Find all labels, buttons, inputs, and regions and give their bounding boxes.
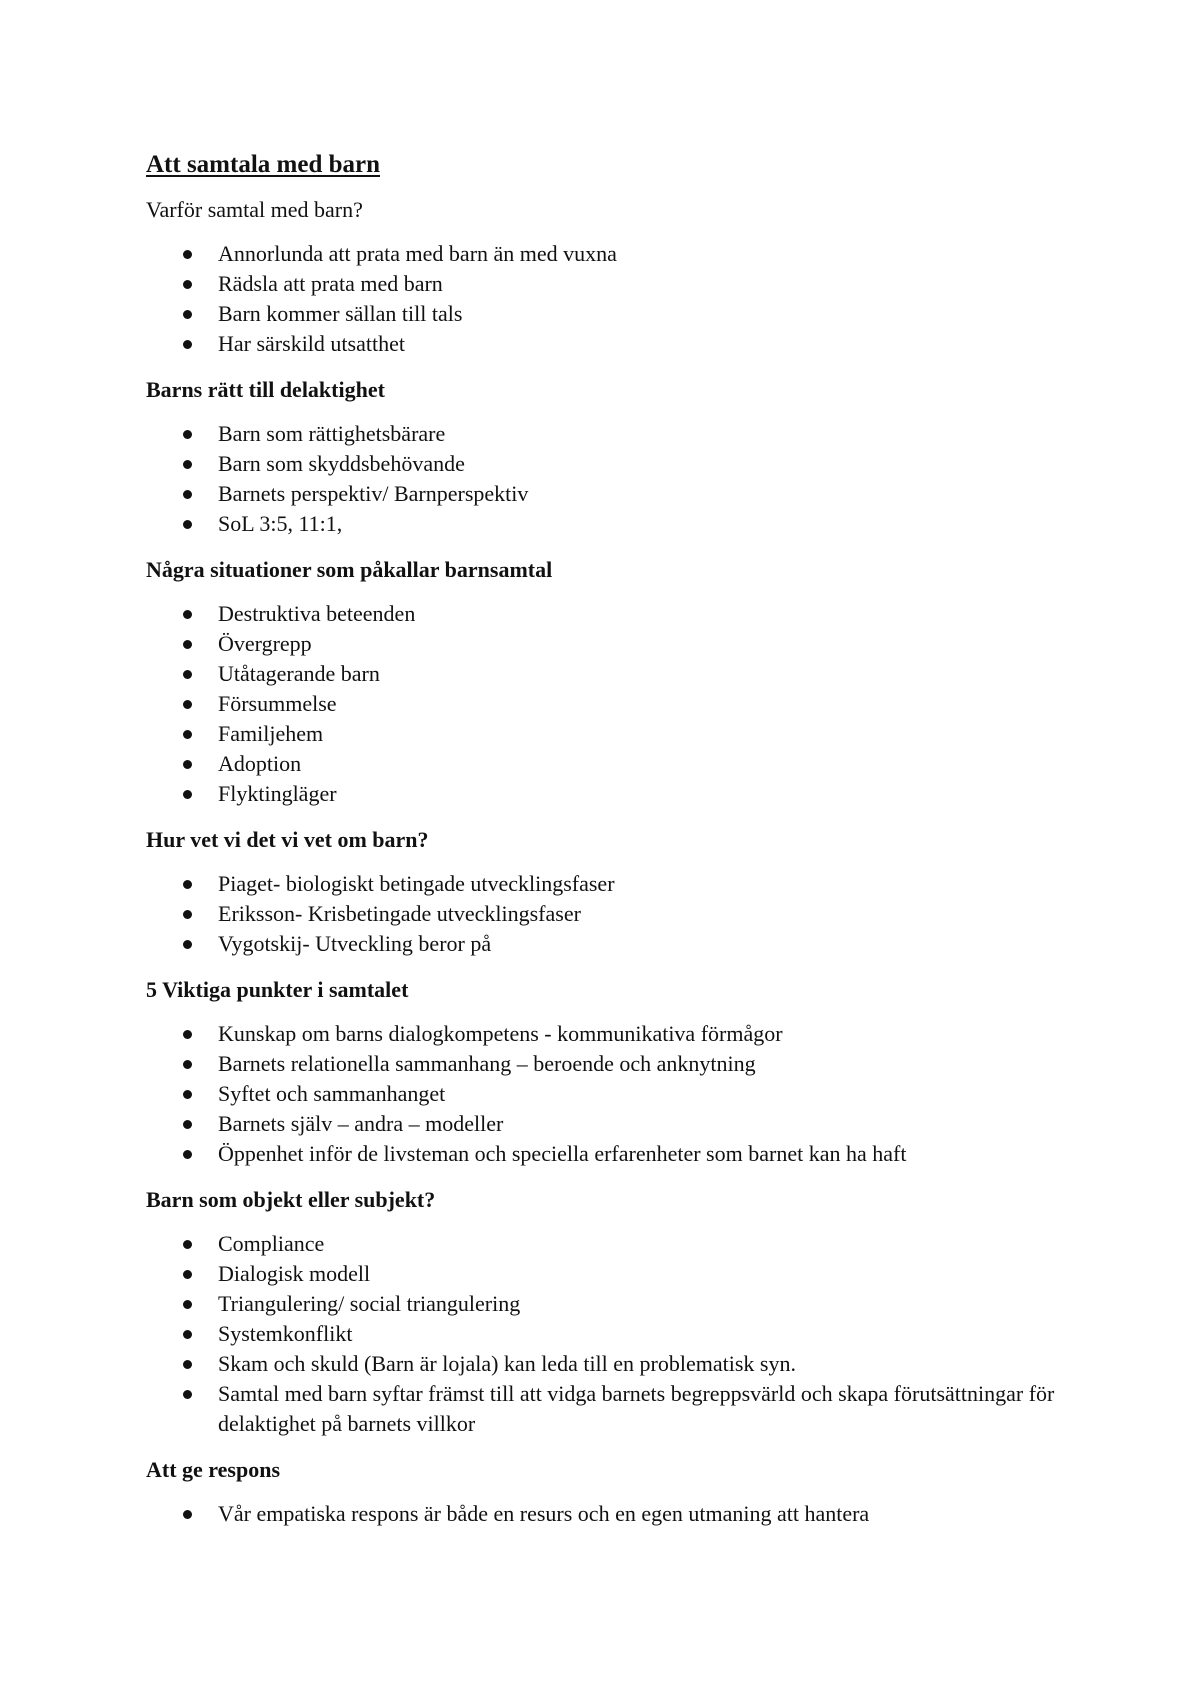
bullet-icon xyxy=(183,700,192,709)
list-item xyxy=(146,269,1106,299)
bullet-icon xyxy=(183,1030,192,1039)
list-item xyxy=(146,419,1106,449)
list-item xyxy=(146,629,1106,659)
bullet-icon xyxy=(183,1120,192,1129)
list-item xyxy=(146,659,1106,689)
list-item-text: Öppenhet inför de livsteman och speciella erfarenheter som barnet kan ha haft xyxy=(218,1141,907,1166)
section-heading: Hur vet vi det vi vet om barn? xyxy=(146,827,429,852)
bullet-icon xyxy=(183,280,192,289)
list-item-text: Annorlunda att prata med barn än med vuxna xyxy=(218,241,617,266)
list-item xyxy=(146,299,1106,329)
bullet-icon xyxy=(183,1390,192,1399)
bullet-icon xyxy=(183,520,192,529)
list-item xyxy=(146,239,1106,269)
list-item xyxy=(146,509,1106,539)
list-item-text: Familjehem xyxy=(218,721,324,746)
list-item-text: Syftet och sammanhanget xyxy=(218,1081,446,1106)
section-bullet-list xyxy=(146,419,1106,539)
list-item-text: Utåtagerande barn xyxy=(218,661,380,686)
list-item-text: Triangulering/ social triangulering xyxy=(218,1291,521,1316)
section-heading: Barns rätt till delaktighet xyxy=(146,377,385,402)
list-item xyxy=(146,1229,1106,1259)
list-item-text: Systemkonflikt xyxy=(218,1321,353,1346)
document-page xyxy=(146,145,1106,1529)
list-item xyxy=(146,1289,1106,1319)
bullet-icon xyxy=(183,1330,192,1339)
list-item-text: Har särskild utsatthet xyxy=(218,331,405,356)
list-item-text: Samtal med barn syftar främst till att vidga barnets begreppsvärld och skapa förutsättningar för delaktighet på barnets villkor xyxy=(218,1381,1055,1436)
list-item xyxy=(146,899,1106,929)
bullet-icon xyxy=(183,1300,192,1309)
list-item xyxy=(146,1049,1106,1079)
section-heading: 5 Viktiga punkter i samtalet xyxy=(146,977,409,1002)
bullet-icon xyxy=(183,1510,192,1519)
list-item xyxy=(146,449,1106,479)
list-item xyxy=(146,1019,1106,1049)
list-item-text: Barnets perspektiv/ Barnperspektiv xyxy=(218,481,529,506)
bullet-icon xyxy=(183,250,192,259)
list-item-text: Barn kommer sällan till tals xyxy=(218,301,463,326)
list-item xyxy=(146,1499,1106,1529)
bullet-icon xyxy=(183,310,192,319)
bullet-icon xyxy=(183,1240,192,1249)
section-heading: Att ge respons xyxy=(146,1457,281,1482)
list-item-text: Kunskap om barns dialogkompetens - kommunikativa förmågor xyxy=(218,1021,783,1046)
bullet-icon xyxy=(183,1060,192,1069)
list-item-text: Flyktingläger xyxy=(218,781,337,806)
list-item-text: Piaget- biologiskt betingade utvecklingsfaser xyxy=(218,871,615,896)
bullet-icon xyxy=(183,610,192,619)
list-item-text: Barnets själv – andra – modeller xyxy=(218,1111,504,1136)
list-item xyxy=(146,1349,1106,1379)
list-item xyxy=(146,749,1106,779)
section-bullet-list xyxy=(146,869,1106,959)
list-item-text: Barn som rättighetsbärare xyxy=(218,421,446,446)
bullet-icon xyxy=(183,1150,192,1159)
list-item-text: Adoption xyxy=(218,751,302,776)
bullet-icon xyxy=(183,340,192,349)
list-item-text: Dialogisk modell xyxy=(218,1261,371,1286)
list-item xyxy=(146,929,1106,959)
section-bullet-list xyxy=(146,1499,1106,1529)
list-item-text: Försummelse xyxy=(218,691,337,716)
bullet-icon xyxy=(183,460,192,469)
list-item-text: Vygotskij- Utveckling beror på xyxy=(218,931,492,956)
section-bullet-list xyxy=(146,1019,1106,1169)
sections-container xyxy=(146,375,1106,1529)
list-item-text: Compliance xyxy=(218,1231,325,1256)
list-item-text: Vår empatiska respons är både en resurs och en egen utmaning att hantera xyxy=(218,1501,870,1526)
bullet-icon xyxy=(183,790,192,799)
bullet-icon xyxy=(183,670,192,679)
list-item xyxy=(146,329,1106,359)
list-item-text: Eriksson- Krisbetingade utvecklingsfaser xyxy=(218,901,581,926)
section-bullet-list xyxy=(146,599,1106,809)
list-item-text: Rädsla att prata med barn xyxy=(218,271,443,296)
bullet-icon xyxy=(183,430,192,439)
list-item xyxy=(146,599,1106,629)
intro-question: Varför samtal med barn? xyxy=(146,197,363,222)
list-item xyxy=(146,689,1106,719)
list-item xyxy=(146,1139,1106,1169)
list-item-text: Övergrepp xyxy=(218,631,312,656)
bullet-icon xyxy=(183,1090,192,1099)
list-item-text: Destruktiva beteenden xyxy=(218,601,416,626)
document-title: Att samtala med barn xyxy=(146,151,381,178)
bullet-icon xyxy=(183,760,192,769)
section-heading: Några situationer som påkallar barnsamtal xyxy=(146,557,553,582)
list-item xyxy=(146,1109,1106,1139)
list-item xyxy=(146,1259,1106,1289)
section-bullet-list xyxy=(146,1229,1106,1439)
bullet-icon xyxy=(183,910,192,919)
bullet-icon xyxy=(183,940,192,949)
list-item-text: Skam och skuld (Barn är lojala) kan leda till en problematisk syn. xyxy=(218,1351,796,1376)
list-item xyxy=(146,1319,1106,1349)
list-item-text: Barnets relationella sammanhang – beroende och anknytning xyxy=(218,1051,756,1076)
section-heading: Barn som objekt eller subjekt? xyxy=(146,1187,436,1212)
bullet-icon xyxy=(183,1270,192,1279)
list-item xyxy=(146,779,1106,809)
bullet-icon xyxy=(183,640,192,649)
list-item xyxy=(146,869,1106,899)
list-item xyxy=(146,1079,1106,1109)
list-item-text: SoL 3:5, 11:1, xyxy=(218,511,343,536)
list-item xyxy=(146,1379,1106,1439)
list-item xyxy=(146,719,1106,749)
bullet-icon xyxy=(183,880,192,889)
list-item-text: Barn som skyddsbehövande xyxy=(218,451,465,476)
bullet-icon xyxy=(183,490,192,499)
bullet-icon xyxy=(183,730,192,739)
list-item xyxy=(146,479,1106,509)
intro-bullet-list xyxy=(146,239,1106,359)
bullet-icon xyxy=(183,1360,192,1369)
